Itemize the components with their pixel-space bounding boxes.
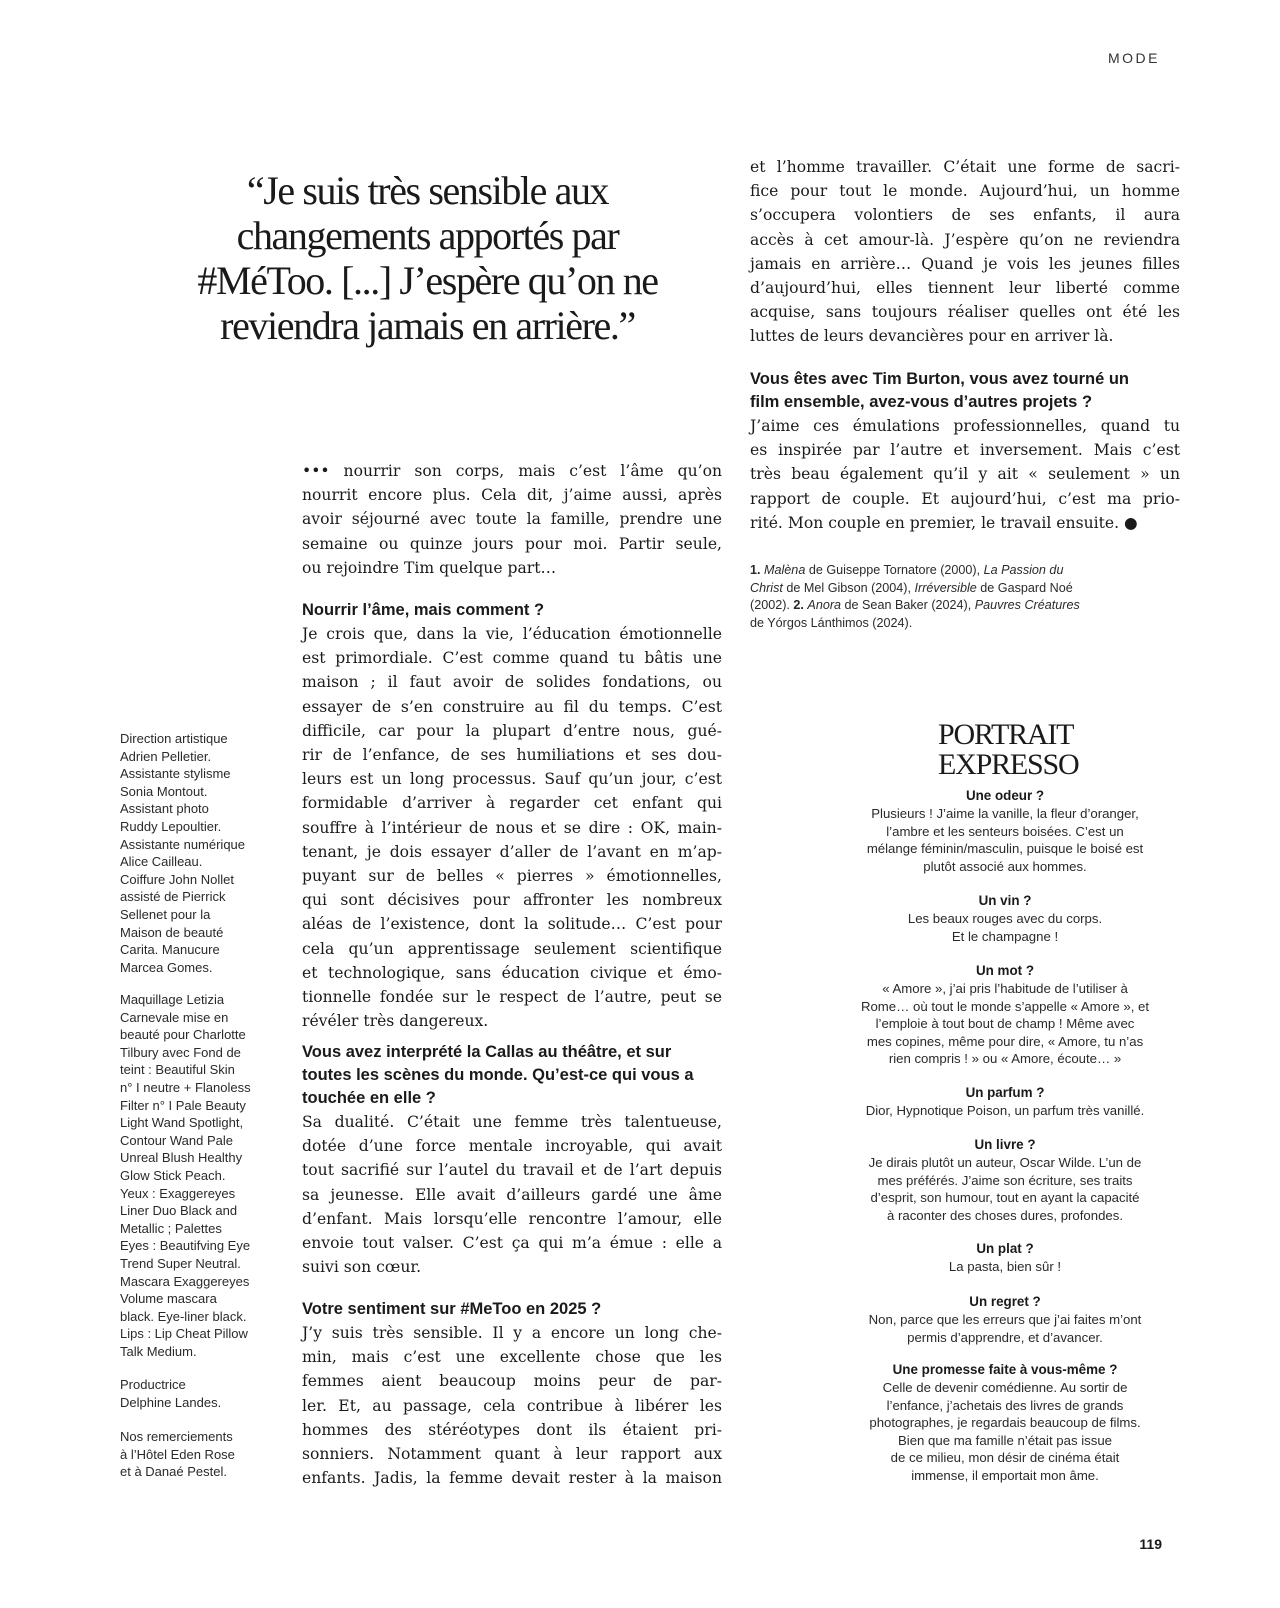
answer-line: l’emploie à tout bout de champ ! Même avec	[875, 1016, 1135, 1032]
interview-question	[302, 1298, 722, 1321]
text-line: difficile, car pour la plupart d’entre nous, gué-	[302, 721, 722, 740]
answer-line: mes préférés. J’aime son écriture, ses traits	[877, 1172, 1133, 1188]
text-line: J’y suis très sensible. Il y a encore un long che-	[302, 1324, 722, 1342]
text-line: enfants. Jadis, la femme devait rester à la maison	[302, 1469, 722, 1488]
film-title: Irréversible	[914, 580, 977, 595]
answer-line: Celle de devenir comédienne. Au sortir de	[882, 1380, 1128, 1395]
credit-line: Assistante stylisme	[120, 766, 231, 782]
text-line: tout sacrifié sur l’autel du travail et de l’art depuis	[302, 1161, 722, 1180]
answer-line: mes copines, même pour dire, « Amore, tu n’as	[866, 1033, 1144, 1049]
answer-line: à raconter des choses dures, profondes.	[886, 1207, 1124, 1223]
text-line: et l’homme travailler. C’était une forme de sacri-	[750, 158, 1180, 176]
credit-line: Carita. Manucure	[120, 942, 220, 958]
text-line: leurs est un long processus. Sauf qu’un jour, c’est	[302, 770, 722, 789]
portrait-expresso-title	[938, 720, 1078, 780]
answer-line: d’esprit, son humour, tout en ayant la capacité	[870, 1190, 1140, 1206]
question-line: Nourrir l’âme, mais comment ?	[302, 601, 545, 619]
credit-line: Delphine Landes.	[120, 1394, 222, 1410]
answer-line: rien compris ! » ou « Amore, écoute… »	[888, 1051, 1122, 1067]
portrait-item	[820, 1084, 1190, 1120]
text-line: d’aujourd’hui, elles tiennent leur liberté comme	[750, 279, 1180, 298]
portrait-answer	[820, 910, 1190, 945]
text-line: souffre à l’intérieur de nous et se dire : OK, main-	[302, 818, 722, 837]
answer-line: Je dirais plutôt un auteur, Oscar Wilde. L’un de	[868, 1155, 1142, 1170]
credit-line: Volume mascara	[120, 1291, 217, 1307]
section-label: MODE	[1108, 50, 1160, 66]
credit-line: Metallic ; Palettes	[120, 1220, 222, 1236]
credit-line: Liner Duo Black and	[120, 1203, 238, 1219]
text-line: min, mais c’est une excellente chose que les	[302, 1348, 722, 1367]
film-title: Christ	[750, 580, 783, 595]
credit-line: Lips : Lip Cheat Pillow	[120, 1326, 248, 1342]
text-line: hommes des stéréotypes dont ils étaient pri-	[302, 1420, 722, 1439]
credit-line: Marcea Gomes.	[120, 959, 213, 975]
text-line: semaine ou quinze jours pour moi. Partir seule,	[302, 534, 722, 553]
text-line: dotée d’une force mentale incroyable, qui avait	[302, 1137, 722, 1156]
portrait-question: Un livre ?	[974, 1137, 1036, 1152]
film-title: Anora	[807, 598, 842, 612]
text-line: suivi son cœur.	[302, 1258, 422, 1277]
text-line: avoir séjourné avec toute la famille, prendre une	[302, 510, 722, 529]
text-line: formidable d’arriver à regarder cet enfant qui	[302, 794, 722, 813]
text-line: acquise, sans toujours réaliser quelles ont été les	[750, 303, 1180, 322]
question-line: touchée en elle ?	[302, 1089, 436, 1107]
credit-line: Yeux : Exaggereyes	[120, 1185, 236, 1201]
credit-line: black. Eye-liner black.	[120, 1308, 247, 1324]
footnote-line: de Yórgos Lánthimos (2024).	[750, 615, 913, 630]
portrait-answer	[820, 1311, 1190, 1346]
credit-line: Direction artistique	[120, 731, 228, 746]
credit-line: et à Danaé Pestel.	[120, 1464, 227, 1480]
film-title: Pauvres Créatures	[974, 598, 1080, 612]
portrait-title-line: EXPRESSO	[938, 748, 1079, 781]
interview-question	[302, 1041, 722, 1110]
credit-line: Light Wand Spotlight,	[120, 1115, 244, 1131]
portrait-item	[820, 892, 1190, 945]
credit-line: Trend Super Neutral.	[120, 1255, 241, 1271]
intro-paragraph	[302, 459, 722, 580]
text-line: rir de l’enfance, de ses humiliations et ses dou-	[302, 746, 722, 765]
credit-line: Assistante numérique	[120, 836, 246, 852]
text-line: révéler très dangereux.	[302, 1012, 489, 1031]
text-line: tionnelle fondée sur le respect de l’autre, peut se	[302, 988, 722, 1007]
footnote-line	[750, 597, 1180, 615]
credit-line: Productrice	[120, 1377, 186, 1392]
answer-line: mélange féminin/masculin, puisque le boisé est	[866, 841, 1144, 857]
credit-line: Carnevale mise en	[120, 1009, 229, 1025]
text-line: cela qu’un apprentissage seulement scientifique	[302, 939, 722, 958]
credit-line: Mascara Exaggereyes	[120, 1273, 250, 1289]
answer-line: photographes, je regardais beaucoup de films.	[869, 1415, 1141, 1431]
portrait-question: Un regret ?	[969, 1294, 1041, 1309]
credit-line: Coiffure John Nollet	[120, 871, 234, 887]
text-line: très beau également qu’il y ait « seulement » un	[750, 465, 1180, 484]
portrait-question: Un plat ?	[976, 1241, 1034, 1256]
credit-line: Unreal Blush Healthy	[120, 1150, 243, 1166]
credit-line: Contour Wand Pale	[120, 1132, 233, 1148]
question-line: Votre sentiment sur #MeToo en 2025 ?	[302, 1300, 602, 1318]
question-line: Vous avez interprété la Callas au théâtre, et sur	[302, 1043, 672, 1061]
answer-paragraph	[302, 1110, 722, 1279]
footnote-text: de Mel Gibson (2004),	[782, 580, 915, 595]
pull-quote-line: changements apportés par	[236, 213, 619, 258]
portrait-item	[820, 787, 1190, 875]
portrait-item	[820, 1293, 1190, 1346]
portrait-question: Un parfum ?	[965, 1085, 1045, 1100]
question-line: toutes les scènes du monde. Qu’est-ce qui vous a	[302, 1066, 694, 1084]
text-line: rité. Mon couple en premier, le travail ensuite. ●	[750, 513, 1138, 532]
page-number: 119	[1139, 1536, 1162, 1552]
continued-paragraph	[750, 155, 1180, 349]
answer-line: Plusieurs ! J’aime la vanille, la fleur d’oranger,	[871, 806, 1139, 821]
answer-line: Rome… où tout le monde s’appelle « Amore », et	[860, 998, 1150, 1014]
footnote-text: (2002).	[750, 598, 794, 612]
portrait-answer	[820, 1379, 1190, 1485]
text-line: femmes aient beaucoup moins peur de par-	[302, 1372, 722, 1391]
footnote-line	[750, 562, 1180, 580]
answer-line: l’ambre et les senteurs boisées. C’est un	[886, 823, 1124, 839]
text-line: luttes de leurs devancières pour en arriver là.	[750, 327, 1114, 346]
question-line: Vous êtes avec Tim Burton, vous avez tourné un	[750, 370, 1129, 388]
pull-quote-line: #MéToo. [...] J’espère qu’on ne	[197, 258, 658, 303]
credit-line: Sonia Montout.	[120, 783, 208, 799]
pull-quote-line: “Je suis très sensible aux	[246, 168, 609, 213]
text-line: qui sont décisives pour affronter les nombreux	[302, 891, 722, 910]
credit-line: Tilbury avec Fond de	[120, 1044, 241, 1060]
interview-question	[302, 599, 722, 622]
portrait-item	[820, 1361, 1190, 1485]
credit-line: Maquillage Letizia	[120, 992, 225, 1007]
answer-line: Non, parce que les erreurs que j’ai faites m’ont	[868, 1312, 1142, 1327]
text-line: J’aime ces émulations professionnelles, quand tu	[750, 417, 1180, 435]
text-line: envoie tout valser. C’est ça qui m’a émue : elle a	[302, 1234, 722, 1253]
text-line: aléas de l’existence, dont la solitude… C’est pour	[302, 915, 722, 934]
footnote-text: de Guiseppe Tornatore (2000),	[805, 563, 984, 577]
text-line: nourrit encore plus. Cela dit, j’aime aussi, après	[302, 486, 722, 505]
text-line: fice pour tout le monde. Aujourd’hui, un homme	[750, 182, 1180, 201]
portrait-question: Une odeur ?	[965, 788, 1045, 803]
credit-line: Alice Cailleau.	[120, 854, 203, 870]
answer-line: Et le champagne !	[951, 928, 1059, 944]
portrait-question: Un vin ?	[978, 893, 1032, 908]
answer-line: Bien que ma famille n’était pas issue	[897, 1432, 1113, 1448]
portrait-item	[820, 1240, 1190, 1276]
answer-line: « Amore », j’ai pris l’habitude de l’utiliser à	[882, 981, 1128, 996]
footnotes	[750, 562, 1180, 632]
text-line: Je crois que, dans la vie, l’éducation émotionnelle	[302, 625, 722, 643]
portrait-answer	[820, 980, 1190, 1068]
text-line: est primordiale. C’est comme quand tu bâtis une	[302, 649, 722, 668]
text-line: essayer de s’en construire au fil du temps. C’est	[302, 697, 722, 716]
credit-line: teint : Beautiful Skin	[120, 1062, 235, 1078]
credit-line: assisté de Pierrick	[120, 889, 226, 905]
answer-line: de ce milieu, mon désir de cinéma était	[890, 1450, 1120, 1466]
credit-line: à l’Hôtel Eden Rose	[120, 1446, 235, 1462]
text-line: ou rejoindre Tim quelque part…	[302, 558, 557, 577]
text-line: tenant, je dois essayer d’aller de l’avant en m’ap-	[302, 842, 722, 861]
credit-line: Filter n° I Pale Beauty	[120, 1097, 246, 1113]
portrait-answer	[820, 1154, 1190, 1224]
portrait-answer	[820, 1102, 1190, 1120]
credits-block	[120, 730, 285, 976]
answer-line: permis d’apprendre, et d’avancer.	[907, 1329, 1103, 1345]
answer-paragraph	[302, 1321, 722, 1490]
text-line: puyant sur de belles « pierres » émotionnelles,	[302, 867, 722, 886]
credit-line: beauté pour Charlotte	[120, 1027, 246, 1043]
credit-line: Assistant photo	[120, 801, 209, 817]
film-title: Malèna	[764, 563, 806, 577]
answer-paragraph	[750, 414, 1180, 535]
footnote-line	[750, 580, 1180, 598]
text-line: sonniers. Notamment quant à leur rapport aux	[302, 1445, 722, 1464]
text-line: ••• nourrir son corps, mais c’est l’âme qu’on	[302, 462, 722, 480]
answer-line: l’enfance, j’achetais des livres de grands	[886, 1397, 1124, 1413]
text-line: Sa dualité. C’était une femme très talentueuse,	[302, 1113, 722, 1131]
credit-line: Ruddy Lepoultier.	[120, 818, 222, 834]
text-line: s’occupera volontiers de ses enfants, il aura	[750, 206, 1180, 225]
portrait-answer	[820, 805, 1190, 875]
answer-line: Les beaux rouges avec du corps.	[907, 911, 1103, 926]
answer-line: plutôt associé aux hommes.	[923, 858, 1087, 874]
portrait-answer	[820, 1258, 1190, 1276]
pull-quote-line: reviendra jamais en arrière.”	[220, 303, 635, 348]
credit-line: Talk Medium.	[120, 1343, 197, 1359]
credits-block	[120, 991, 285, 1360]
credit-line: Glow Stick Peach.	[120, 1167, 226, 1183]
text-line: jamais en arrière… Quand je vois les jeunes filles	[750, 254, 1180, 273]
film-title: La Passion du	[983, 563, 1064, 577]
answer-line: Dior, Hypnotique Poison, un parfum très vanillé.	[865, 1103, 1145, 1118]
text-line: ler. Et, au passage, cela contribue à libérer les	[302, 1396, 722, 1415]
footnote-text: de Gaspard Noé	[976, 580, 1073, 595]
portrait-item	[820, 1136, 1190, 1224]
pull-quote	[155, 168, 700, 348]
text-line: accès à cet amour-là. J’espère qu’on ne reviendra	[750, 230, 1180, 249]
credits-block	[120, 1428, 285, 1481]
footnote-text: de Sean Baker (2024),	[841, 598, 975, 612]
interview-question	[750, 368, 1180, 414]
text-line: d’enfant. Mais lorsqu’elle rencontre l’amour, elle	[302, 1209, 722, 1228]
credit-line: Eyes : Beautifving Eye	[120, 1238, 251, 1254]
answer-paragraph	[302, 622, 722, 1033]
text-line: sa jeunesse. Elle avait d’ailleurs gardé une âme	[302, 1185, 722, 1204]
footnote-number: 2.	[793, 598, 804, 612]
portrait-question: Une promesse faite à vous-même ?	[892, 1362, 1118, 1377]
portrait-title-line: PORTRAIT	[938, 718, 1074, 751]
answer-line: immense, il emportait mon âme.	[911, 1467, 1099, 1483]
text-line: rapport de couple. Et aujourd’hui, c’est ma prio-	[750, 489, 1180, 508]
portrait-question: Un mot ?	[975, 963, 1034, 978]
portrait-item	[820, 962, 1190, 1068]
text-line: et technologique, sans éducation civique et émo-	[302, 963, 722, 982]
credit-line: Adrien Pelletier.	[120, 748, 212, 764]
answer-line: La pasta, bien sûr !	[948, 1259, 1062, 1274]
footnote-number: 1.	[750, 563, 761, 577]
credits-block	[120, 1376, 285, 1411]
credit-line: Nos remerciements	[120, 1429, 233, 1444]
text-line: es inspirée par l’autre et inversement. Mais c’est	[750, 441, 1180, 460]
credit-line: n° I neutre + Flanoless	[120, 1079, 251, 1095]
credit-line: Maison de beauté	[120, 924, 224, 940]
credit-line: Sellenet pour la	[120, 906, 211, 922]
question-line: film ensemble, avez-vous d’autres projets ?	[750, 393, 1093, 411]
text-line: maison ; il faut avoir de solides fondations, ou	[302, 673, 722, 692]
